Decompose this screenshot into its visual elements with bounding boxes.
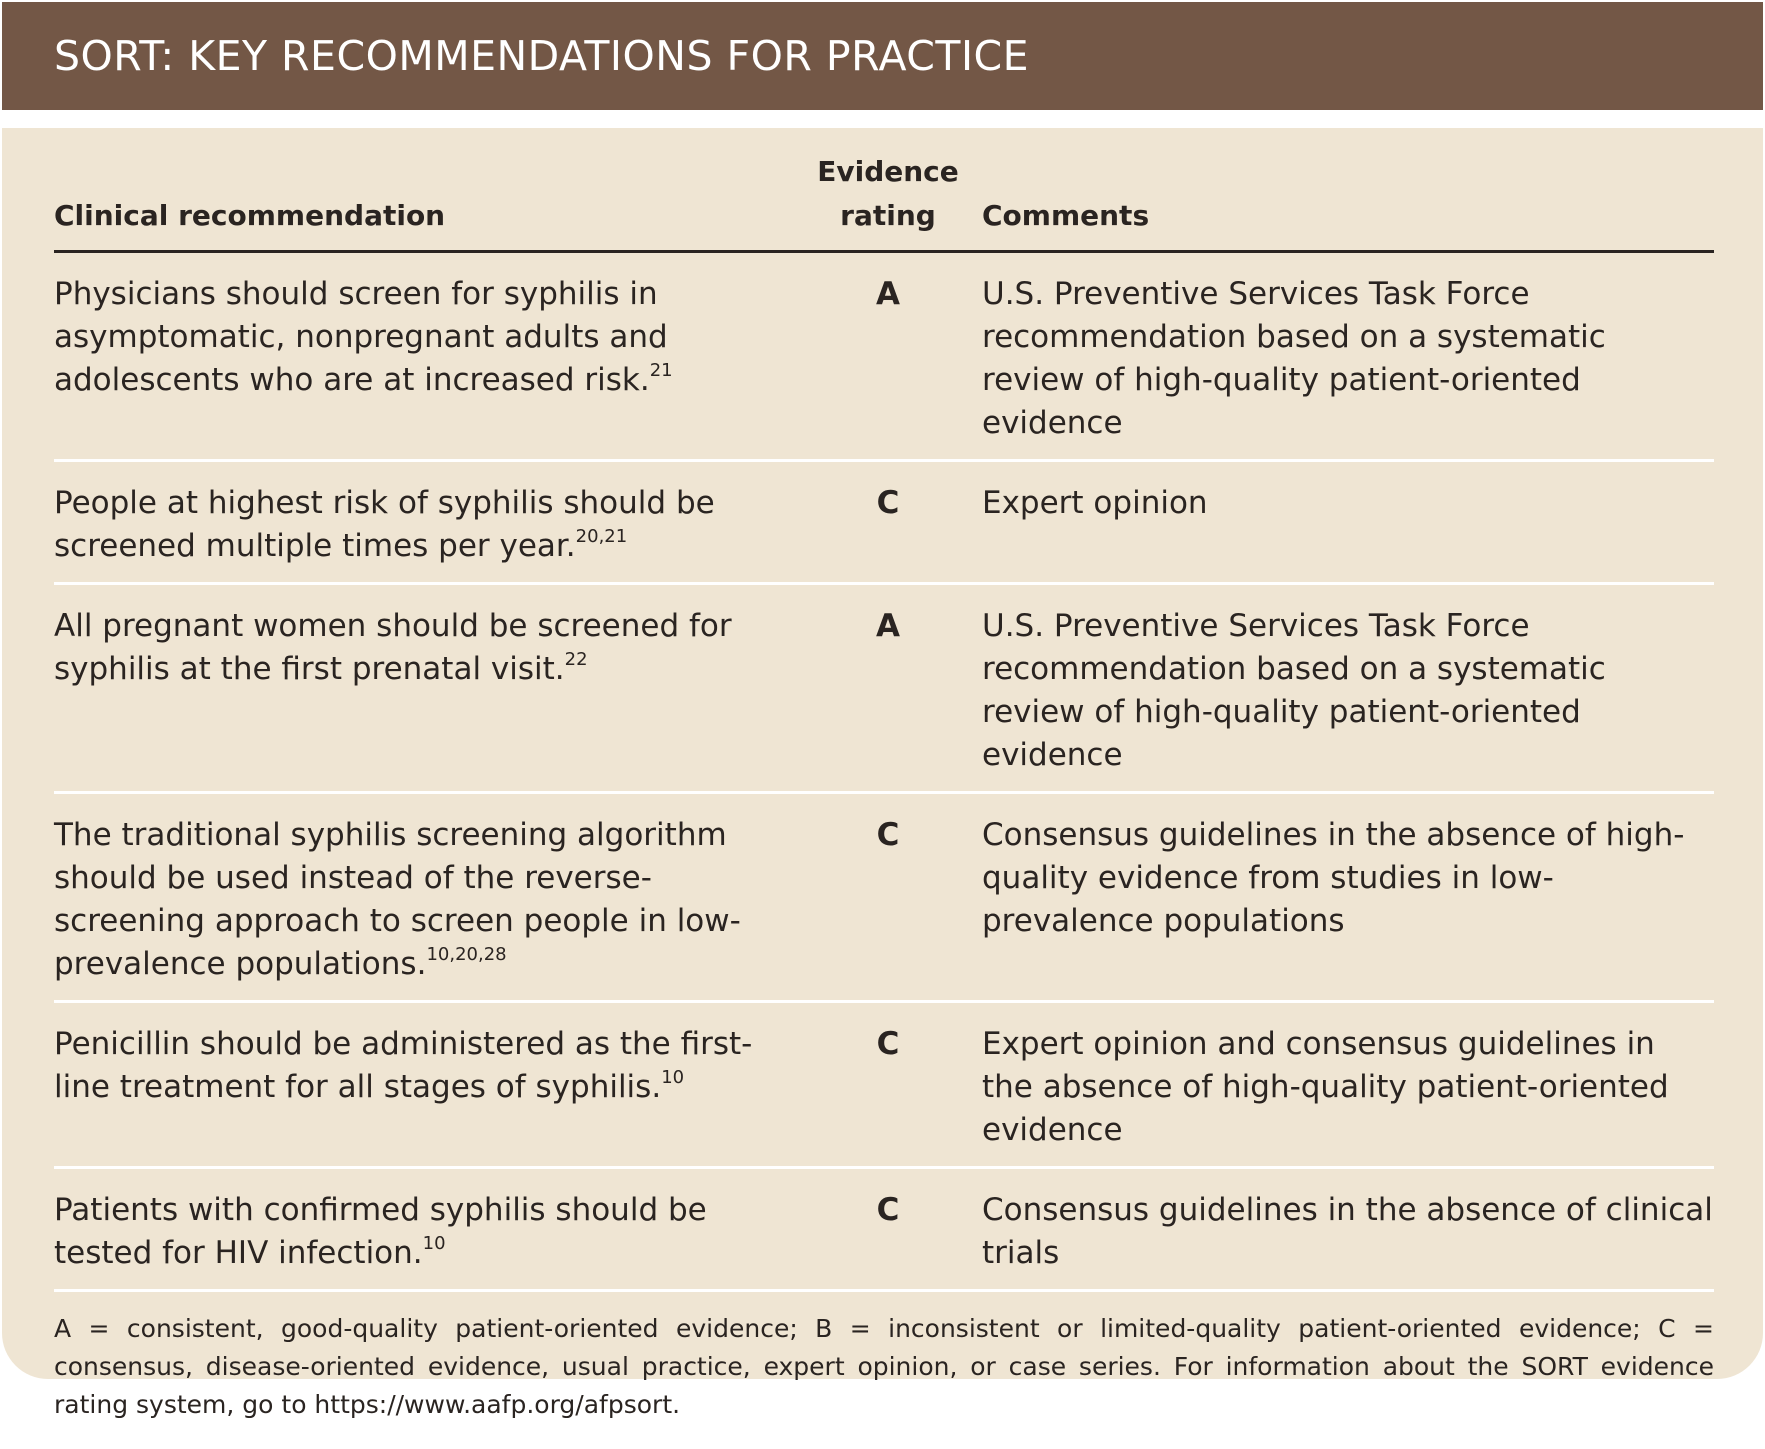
evidence-rating: C [794, 1002, 982, 1168]
column-header-comments: Comments [982, 128, 1714, 252]
comment-cell: U.S. Preventive Services Task Force recommendation based on a systematic review of high-quality patient-oriented evidence [982, 584, 1714, 793]
evidence-rating: A [794, 252, 982, 461]
table-row [54, 1002, 1714, 1168]
recommendation-cell [54, 793, 794, 1002]
column-header-recommendation: Clinical recommendation [54, 128, 794, 252]
recommendation-text: People at highest risk of syphilis should be screened multiple times per year. [54, 485, 715, 564]
page-title: SORT: KEY RECOMMENDATIONS FOR PRACTICE [54, 32, 1030, 80]
comment-cell: U.S. Preventive Services Task Force recommendation based on a systematic review of high-quality patient-oriented evidence [982, 252, 1714, 461]
table-area [54, 128, 1714, 1449]
table-row [54, 584, 1714, 793]
recommendations-table [54, 128, 1714, 1292]
sort-card [2, 2, 1763, 1419]
comment-cell: Consensus guidelines in the absence of clinical trials [982, 1168, 1714, 1291]
table-row [54, 461, 1714, 584]
recommendation-text: The traditional syphilis screening algorithm should be used instead of the reverse-screening approach to screen people in low-prevalence populations. [54, 817, 741, 982]
recommendation-cell [54, 1002, 794, 1168]
recommendation-cell [54, 584, 794, 793]
table-row [54, 252, 1714, 461]
reference-superscript: 10 [661, 1067, 685, 1088]
reference-superscript: 10 [422, 1233, 446, 1254]
recommendation-text: Penicillin should be administered as the first-line treatment for all stages of syphilis. [54, 1026, 753, 1105]
table-header-row [54, 128, 1714, 252]
recommendation-text: Physicians should screen for syphilis in asymptomatic, nonpregnant adults and adolescents who are at increased risk. [54, 276, 668, 398]
title-banner [2, 2, 1763, 110]
banner-divider [2, 110, 1763, 128]
table-row [54, 793, 1714, 1002]
comment-cell: Expert opinion and consensus guidelines in the absence of high-quality patient-oriented evidence [982, 1002, 1714, 1168]
recommendation-cell [54, 252, 794, 461]
reference-superscript: 20,21 [575, 526, 628, 547]
evidence-rating: A [794, 584, 982, 793]
evidence-rating-footnote: A = consistent, good-quality patient-oriented evidence; B = inconsistent or limited-quality patient-oriented evidence; C = consensus, disease-oriented evidence, usual practice, expert opinion, or case series. For information about the SORT evidence rating system, go to https://www.aafp.org/afpsort. [54, 1314, 1714, 1419]
evidence-rating: C [794, 1168, 982, 1291]
evidence-rating: C [794, 461, 982, 584]
column-header-rating: Evidence rating [794, 128, 982, 252]
recommendation-text: All pregnant women should be screened for syphilis at the first prenatal visit. [54, 608, 732, 687]
comment-cell: Expert opinion [982, 461, 1714, 584]
reference-superscript: 21 [649, 360, 673, 381]
evidence-rating: C [794, 793, 982, 1002]
comment-cell: Consensus guidelines in the absence of high-quality evidence from studies in low-prevalence populations [982, 793, 1714, 1002]
reference-superscript: 10,20,28 [426, 944, 507, 965]
recommendation-cell [54, 1168, 794, 1291]
table-row [54, 1168, 1714, 1291]
recommendation-cell [54, 461, 794, 584]
reference-superscript: 22 [564, 649, 588, 670]
recommendation-text: Patients with confirmed syphilis should be tested for HIV infection. [54, 1192, 707, 1271]
